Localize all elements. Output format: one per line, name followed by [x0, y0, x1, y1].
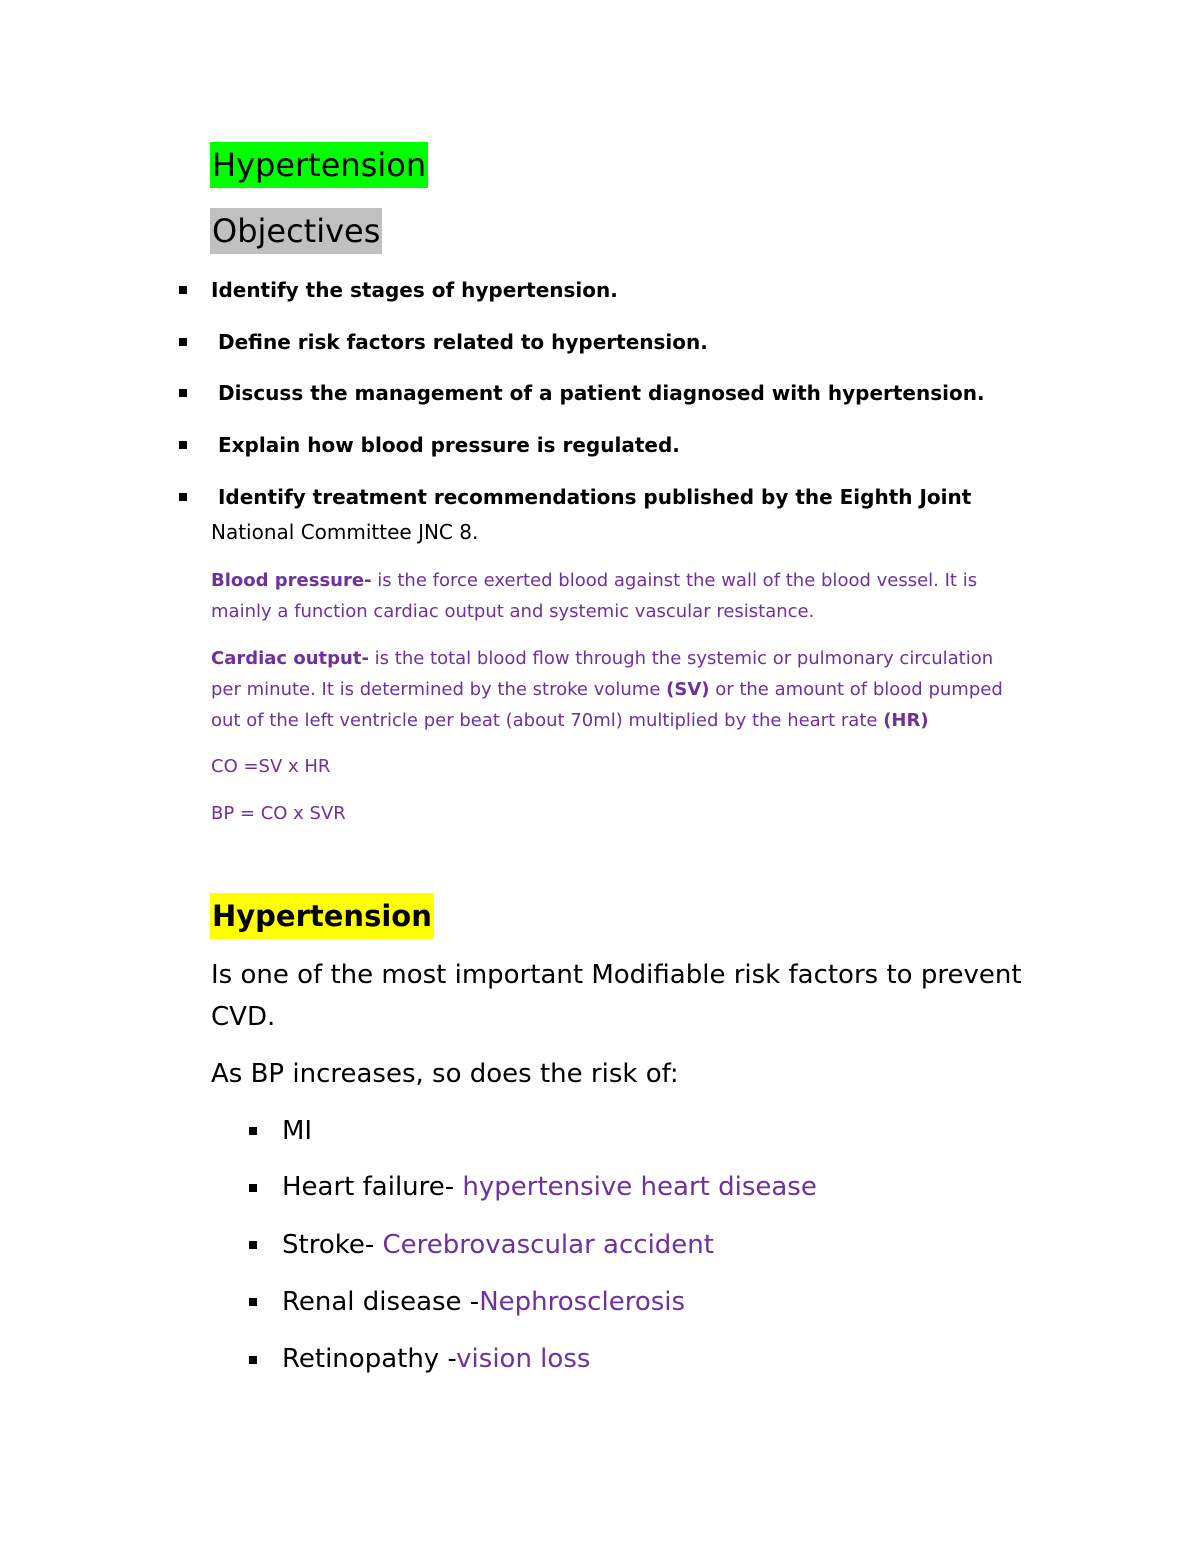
co-def-text: is the total blood flow through the systemic or pulmonary circulation: [368, 648, 994, 669]
objective-item: Identify the stages of hypertension.: [211, 278, 618, 302]
bullet-icon: [179, 286, 187, 294]
section-heading: Hypertension: [210, 893, 434, 939]
risk-label: Retinopathy -: [282, 1344, 457, 1374]
risk-item: [282, 1281, 685, 1323]
bullet-icon: [249, 1127, 257, 1135]
objective-item-continuation: National Committee JNC 8.: [211, 520, 479, 544]
bp-term: Blood pressure-: [211, 570, 372, 591]
sv-abbrev: (SV): [666, 679, 710, 700]
bullet-icon: [179, 389, 187, 397]
risk-detail: Nephrosclerosis: [479, 1287, 686, 1317]
bullet-icon: [179, 441, 187, 449]
intro-line2: CVD.: [211, 1002, 276, 1032]
risk-detail: vision loss: [456, 1344, 591, 1374]
bullet-icon: [249, 1298, 257, 1306]
risk-label: Heart failure-: [282, 1172, 463, 1202]
bp-definition-line2: mainly a function cardiac output and systemic vascular resistance.: [211, 601, 815, 622]
co-term: Cardiac output-: [211, 648, 369, 669]
co-def-text: per minute. It is determined by the stroke volume: [211, 679, 667, 700]
risk-item: [282, 1166, 817, 1208]
risk-intro: As BP increases, so does the risk of:: [211, 1059, 679, 1089]
risk-item: [282, 1110, 312, 1152]
risk-detail: hypertensive heart disease: [462, 1172, 817, 1202]
objectives-heading: Objectives: [210, 208, 382, 254]
risk-label: Stroke-: [282, 1230, 383, 1260]
formula-co: CO =SV x HR: [211, 756, 331, 777]
risk-item: [282, 1338, 590, 1380]
bullet-icon: [249, 1241, 257, 1249]
bullet-icon: [179, 338, 187, 346]
intro-line1: Is one of the most important Modifiable risk factors to prevent: [211, 960, 1022, 990]
co-definition-line3: [211, 705, 929, 736]
risk-item: [282, 1224, 714, 1266]
objective-item: Explain how blood pressure is regulated.: [211, 433, 680, 457]
co-definition-line1: [211, 643, 993, 674]
bp-def-text: is the force exerted blood against the wall of the blood vessel. It is: [371, 570, 978, 591]
title-heading: Hypertension: [210, 142, 428, 188]
co-def-text: or the amount of blood pumped: [709, 679, 1003, 700]
bullet-icon: [179, 493, 187, 501]
risk-label: Renal disease -: [282, 1287, 480, 1317]
objective-item: Identify treatment recommendations published by the Eighth Joint: [211, 485, 972, 509]
bullet-icon: [249, 1184, 257, 1192]
formula-bp: BP = CO x SVR: [211, 803, 346, 824]
bullet-icon: [249, 1356, 257, 1364]
hr-abbrev: (HR): [883, 710, 929, 731]
objective-item: Discuss the management of a patient diagnosed with hypertension.: [211, 381, 985, 405]
risk-detail: Cerebrovascular accident: [382, 1230, 714, 1260]
bp-definition-line1: [211, 565, 977, 596]
risk-label: MI: [282, 1116, 313, 1146]
co-definition-line2: [211, 674, 1003, 705]
co-def-text: out of the left ventricle per beat (about 70ml) multiplied by the heart rate: [211, 710, 884, 731]
objective-item: Define risk factors related to hypertension.: [211, 330, 708, 354]
